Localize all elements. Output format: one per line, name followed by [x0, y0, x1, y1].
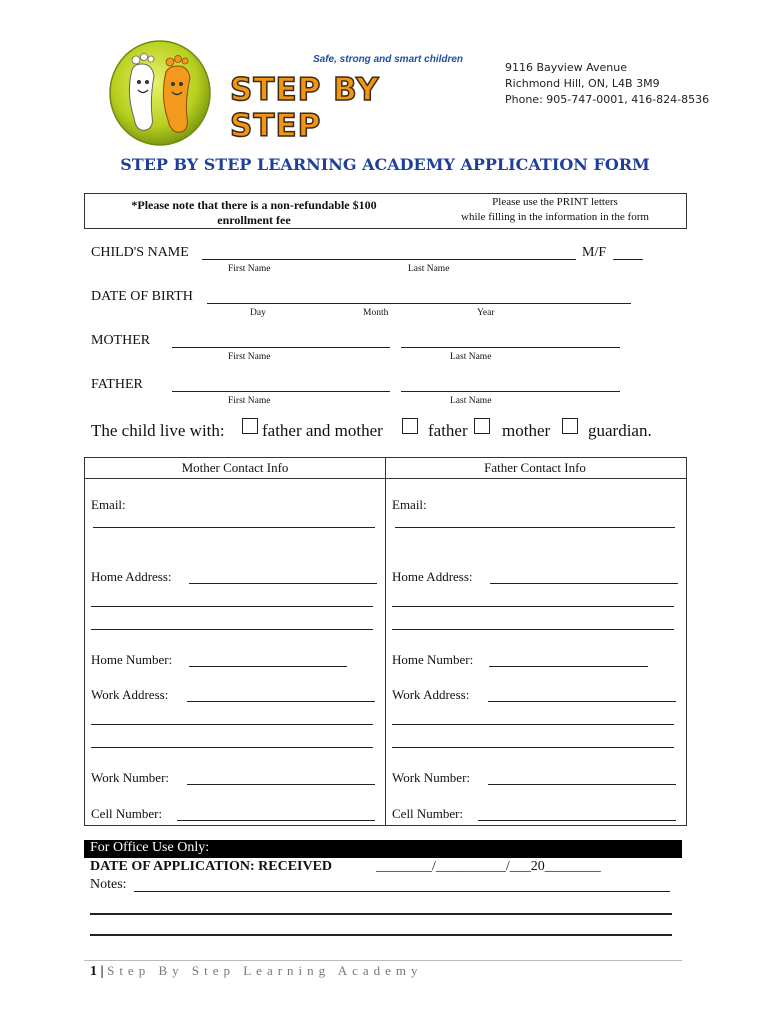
father-work-address-line3[interactable] [392, 747, 674, 748]
father-cell-number-label: Cell Number: [392, 806, 464, 821]
father-email-label: Email: [392, 497, 427, 512]
fee-notice-line1: *Please note that there is a non-refundable $100 [131, 198, 377, 212]
mother-home-address-field[interactable] [189, 583, 377, 584]
notes-label: Notes: [90, 877, 127, 892]
option-mother: mother [502, 421, 551, 440]
page-footer [90, 963, 423, 980]
child-name-field[interactable] [202, 259, 576, 260]
logo [108, 38, 480, 158]
address-city: Richmond Hill, ON, L4B 3M9 [505, 77, 660, 90]
father-work-number-label: Work Number: [392, 770, 471, 785]
mother-work-address-line2[interactable] [91, 724, 373, 725]
father-contact-header: Father Contact Info [484, 460, 586, 475]
lives-with-label: The child live with: [91, 421, 225, 440]
mother-label: MOTHER [91, 333, 151, 348]
child-last-name-caption: Last Name [408, 264, 450, 274]
mother-cell-number-field[interactable] [177, 820, 375, 821]
mother-cell-number-label: Cell Number: [91, 806, 163, 821]
father-work-address-field[interactable] [488, 701, 676, 702]
father-last-name-field[interactable] [401, 391, 620, 392]
mother-home-number-field[interactable] [189, 666, 347, 667]
date-of-application-field[interactable]: ________/__________/___20________ [376, 859, 601, 874]
mother-work-address-line3[interactable] [91, 747, 373, 748]
father-home-number-field[interactable] [489, 666, 648, 667]
father-label: FATHER [91, 377, 143, 392]
dob-day-caption: Day [250, 308, 266, 318]
footer-academy-name: Step By Step Learning Academy [107, 963, 423, 978]
date-of-application-label: DATE OF APPLICATION: RECEIVED [90, 859, 333, 874]
checkbox-mother[interactable] [474, 418, 490, 434]
notice-box [84, 193, 687, 229]
page-title: STEP BY STEP LEARNING ACADEMY APPLICATION FORM [120, 155, 650, 174]
office-use-heading: For Office Use Only: [90, 840, 210, 855]
contact-table [84, 457, 687, 826]
mother-last-name-field[interactable] [401, 347, 620, 348]
mother-first-name-field[interactable] [172, 347, 390, 348]
fee-notice [109, 198, 399, 228]
brand-name: STEP BY STEP [230, 72, 380, 144]
mother-email-field[interactable] [93, 527, 375, 528]
footer-divider [84, 960, 682, 961]
option-father-and-mother: father and mother [262, 421, 383, 440]
mother-work-address-field[interactable] [187, 701, 375, 702]
father-first-name-caption: First Name [228, 396, 271, 406]
tagline: Safe, strong and smart children [313, 54, 464, 65]
gender-label: M/F [582, 245, 607, 260]
mother-home-address-line2[interactable] [91, 606, 373, 607]
print-notice [425, 195, 685, 225]
dob-label: DATE OF BIRTH [91, 289, 193, 304]
option-guardian: guardian. [588, 421, 652, 440]
dob-month-caption: Month [363, 308, 389, 318]
checkbox-guardian[interactable] [562, 418, 578, 434]
address-street: 9116 Bayview Avenue [505, 61, 627, 74]
fee-notice-line2: enrollment fee [217, 213, 291, 227]
father-home-address-field[interactable] [490, 583, 678, 584]
father-work-address-label: Work Address: [392, 687, 470, 702]
notes-field[interactable] [134, 891, 670, 892]
father-home-number-label: Home Number: [392, 652, 474, 667]
mother-email-label: Email: [91, 497, 126, 512]
child-name-label: CHILD'S NAME [91, 245, 189, 260]
mother-home-address-label: Home Address: [91, 569, 172, 584]
father-last-name-caption: Last Name [450, 396, 492, 406]
child-first-name-caption: First Name [228, 264, 271, 274]
print-notice-line1: Please use the PRINT letters [492, 196, 618, 208]
footer-separator: | [100, 964, 104, 979]
notes-line3[interactable] [90, 934, 672, 936]
mother-work-address-label: Work Address: [91, 687, 169, 702]
checkbox-father-and-mother[interactable] [242, 418, 258, 434]
page-number: 1 [90, 964, 97, 979]
address-phone: Phone: 905-747-0001, 416-824-8536 [505, 93, 710, 106]
school-address [505, 60, 709, 108]
mother-last-name-caption: Last Name [450, 352, 492, 362]
father-cell-number-field[interactable] [478, 820, 676, 821]
father-home-address-label: Home Address: [392, 569, 473, 584]
option-father: father [428, 421, 468, 440]
mother-home-number-label: Home Number: [91, 652, 173, 667]
column-divider [385, 458, 386, 825]
gender-field[interactable] [613, 259, 643, 260]
dob-year-caption: Year [477, 308, 495, 318]
mother-contact-header: Mother Contact Info [181, 460, 289, 475]
mother-work-number-field[interactable] [187, 784, 375, 785]
father-email-field[interactable] [395, 527, 675, 528]
father-work-number-field[interactable] [488, 784, 676, 785]
mother-home-address-line3[interactable] [91, 629, 373, 630]
logo-feet-icon [108, 38, 212, 148]
checkbox-father[interactable] [402, 418, 418, 434]
mother-first-name-caption: First Name [228, 352, 271, 362]
notes-line2[interactable] [90, 913, 672, 915]
mother-work-number-label: Work Number: [91, 770, 170, 785]
father-work-address-line2[interactable] [392, 724, 674, 725]
print-notice-line2: while filling in the information in the form [461, 211, 649, 223]
dob-field[interactable] [207, 303, 631, 304]
father-home-address-line2[interactable] [392, 606, 674, 607]
father-first-name-field[interactable] [172, 391, 390, 392]
father-home-address-line3[interactable] [392, 629, 674, 630]
